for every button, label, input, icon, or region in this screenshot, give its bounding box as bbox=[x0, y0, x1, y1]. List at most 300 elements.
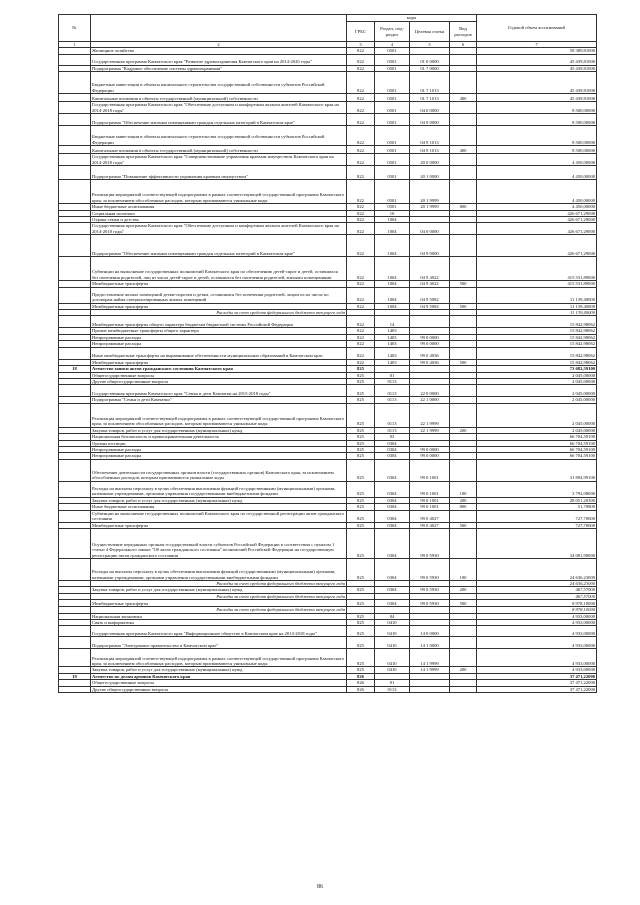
row-target bbox=[410, 316, 450, 328]
row-grbs: 822 bbox=[347, 257, 375, 281]
row-number bbox=[59, 459, 91, 481]
row-vid: 200 bbox=[450, 587, 477, 593]
col-grbs-header: ГРБС bbox=[347, 22, 375, 42]
row-name: Межбюджетные трансферты bbox=[91, 522, 347, 528]
row-name: Межбюджетные трансферты bbox=[91, 359, 347, 365]
row-razdel: 1004 bbox=[375, 235, 410, 257]
row-grbs: 822 bbox=[347, 146, 375, 154]
row-sum: 66 704,59100 bbox=[477, 434, 597, 440]
row-razdel: 14 bbox=[375, 316, 410, 328]
row-target: 99 0 1001 bbox=[410, 497, 450, 503]
row-sum: 15 842,98062 bbox=[477, 359, 597, 365]
row-razdel: 0113 bbox=[375, 378, 410, 384]
row-name: Государственная программа Камчатского края "Обеспечение доступным и комфортным жильем жителей Камчатского края на 2014-2018 годы" bbox=[91, 102, 347, 114]
row-razdel: 1004 bbox=[375, 217, 410, 223]
row-sum: 15 842,98062 bbox=[477, 328, 597, 334]
row-grbs: 825 bbox=[347, 378, 375, 384]
row-number bbox=[59, 510, 91, 522]
row-vid bbox=[450, 649, 477, 667]
row-grbs: 822 bbox=[347, 204, 375, 210]
row-name: Капитальные вложения в объекты государственной (муниципальной) собственности bbox=[91, 146, 347, 154]
row-grbs: 822 bbox=[347, 316, 375, 328]
row-name: Органы юстиции bbox=[91, 440, 347, 446]
row-sum: 2 045,00000 bbox=[477, 385, 597, 397]
row-sum: 11 139,40000 bbox=[477, 303, 597, 309]
row-sum: 37 471,22000 bbox=[477, 680, 597, 686]
table-row bbox=[59, 686, 597, 692]
row-target: 99 0 0000 bbox=[410, 341, 450, 347]
row-number bbox=[59, 347, 91, 359]
row-name: Предоставление жилых помещений детям-сиротам и детям, оставшимся без попечения родителей, лицам из их числа по договорам найма специализированных жилых помещений bbox=[91, 287, 347, 303]
row-name: Подпрограмма "Повышение эффективности управления краевым имуществом" bbox=[91, 166, 347, 180]
row-razdel: 0501 bbox=[375, 204, 410, 210]
row-sum: 2 045,00000 bbox=[477, 403, 597, 427]
row-sum: 24 636,23000 bbox=[477, 558, 597, 580]
row-sum: 4 450,00000 bbox=[477, 166, 597, 180]
row-razdel: 0113 bbox=[375, 427, 410, 433]
row-sum: 426 671,29000 bbox=[477, 235, 597, 257]
row-target: 99 0 5930 bbox=[410, 528, 450, 558]
row-grbs: 825 bbox=[347, 620, 375, 626]
row-name: Национальная экономика bbox=[91, 613, 347, 619]
row-name: Общегосударственные вопросы bbox=[91, 680, 347, 686]
row-name: Социальная политика bbox=[91, 210, 347, 216]
table-row bbox=[59, 180, 597, 204]
row-target: 04 9 4022 bbox=[410, 257, 450, 281]
row-sum: 45 439,81000 bbox=[477, 54, 597, 65]
col-razdel-header: Раздел, под- раздел bbox=[375, 22, 410, 42]
row-vid bbox=[450, 528, 477, 558]
row-vid bbox=[450, 686, 477, 692]
row-number bbox=[59, 287, 91, 303]
row-vid: 500 bbox=[450, 522, 477, 528]
row-target: 01 7 1013 bbox=[410, 94, 450, 102]
row-vid bbox=[450, 316, 477, 328]
row-target: 01 7 1013 bbox=[410, 72, 450, 94]
row-vid bbox=[450, 403, 477, 427]
col-sum-header: Годовой объем ассигнований bbox=[477, 15, 597, 42]
row-razdel: 1403 bbox=[375, 328, 410, 334]
row-name: Межбюджетные трансферты общего характера бюджетам бюджетной системы Российской Федерации bbox=[91, 316, 347, 328]
row-name: Непрограммные расходы bbox=[91, 341, 347, 347]
row-razdel: 0304 bbox=[375, 600, 410, 607]
row-target: 04 0 0000 bbox=[410, 223, 450, 235]
row-target: 14 1 9999 bbox=[410, 667, 450, 673]
row-sum: 4 933,00000 bbox=[477, 649, 597, 667]
row-sum: 45 439,81000 bbox=[477, 65, 597, 71]
row-grbs: 825 bbox=[347, 372, 375, 378]
row-name: Осуществление переданных органам государственной власти субъектов Российской Федерации в соответствии с пунктом 1 статьи 4 Федерального закона "Об актах гражданского состояния" полномочий Российской Федерации на государственную регистрацию актов гражданского состояния bbox=[91, 528, 347, 558]
row-number bbox=[59, 257, 91, 281]
row-name: Расходы за счет средств федерального бюджета текущего года bbox=[91, 607, 347, 613]
table-row bbox=[59, 316, 597, 328]
table-row bbox=[59, 459, 597, 481]
row-name: Прочие межбюджетные трансферты общего характера bbox=[91, 328, 347, 334]
row-grbs: 822 bbox=[347, 65, 375, 71]
row-name: Обеспечение деятельности государственных органов власти (государственных органов) Камчатского края, за исключением обособленных расходов, которым присваиваются уникальные коды bbox=[91, 459, 347, 481]
row-sum: 11 139,40000 bbox=[477, 310, 597, 316]
table-row bbox=[59, 102, 597, 114]
row-razdel: 0304 bbox=[375, 587, 410, 593]
row-razdel: 0304 bbox=[375, 481, 410, 497]
row-razdel: 0501 bbox=[375, 65, 410, 71]
row-target: 99 0 4027 bbox=[410, 522, 450, 528]
row-grbs: 825 bbox=[347, 504, 375, 510]
row-vid: 100 bbox=[450, 481, 477, 497]
row-razdel: 0304 bbox=[375, 522, 410, 528]
row-razdel: 0501 bbox=[375, 114, 410, 126]
row-name: Капитальные вложения в объекты государственной (муниципальной) собственности bbox=[91, 94, 347, 102]
row-sum: 727,70000 bbox=[477, 510, 597, 522]
row-target: 99 0 0000 bbox=[410, 334, 450, 340]
row-name: Подпрограмма "Обеспечение жилыми помещениями граждан отдельных категорий в Камчатском крае" bbox=[91, 235, 347, 257]
row-name: Реализация мероприятий соответствующей подпрограммы в рамках соответствующей государственной программы Камчатского края, за исключением обособленных расходов, которым присваиваются уникальные коды bbox=[91, 403, 347, 427]
col-target-header: Целевая статья bbox=[410, 22, 450, 42]
table-row bbox=[59, 649, 597, 667]
row-name: Закупка товаров, работ и услуг для государственных (муниципальных) нужд bbox=[91, 667, 347, 673]
row-grbs: 825 bbox=[347, 558, 375, 580]
row-name: Подпрограмма "Кадровое обеспечение системы здравоохранения" bbox=[91, 65, 347, 71]
row-grbs: 826 bbox=[347, 686, 375, 692]
row-number bbox=[59, 114, 91, 126]
row-razdel: 0304 bbox=[375, 528, 410, 558]
row-sum: 15 842,98062 bbox=[477, 341, 597, 347]
row-razdel: 0410 bbox=[375, 637, 410, 649]
row-grbs: 825 bbox=[347, 626, 375, 637]
row-target: 20 0 0000 bbox=[410, 154, 450, 166]
row-sum: 2 045,00000 bbox=[477, 427, 597, 433]
row-razdel: 0304 bbox=[375, 558, 410, 580]
row-grbs: 825 bbox=[347, 587, 375, 593]
row-razdel: 01 bbox=[375, 372, 410, 378]
row-grbs: 822 bbox=[347, 328, 375, 334]
row-target: 01 0 0000 bbox=[410, 54, 450, 65]
row-grbs: 825 bbox=[347, 600, 375, 607]
row-sum: 4 933,00000 bbox=[477, 626, 597, 637]
row-sum: 2 045,00000 bbox=[477, 397, 597, 403]
row-vid: 200 bbox=[450, 667, 477, 673]
row-grbs: 825 bbox=[347, 459, 375, 481]
budget-page bbox=[58, 14, 596, 693]
row-razdel: 0113 bbox=[375, 397, 410, 403]
row-razdel: 03 bbox=[375, 434, 410, 440]
row-name: Другие общегосударственные вопросы bbox=[91, 378, 347, 384]
row-name: Расходы за счет средств федерального бюджета текущего года bbox=[91, 310, 347, 316]
row-sum: 2 045,00000 bbox=[477, 378, 597, 384]
row-name: Реализация мероприятий соответствующей подпрограммы в рамках соответствующей государственной программы Камчатского края, за исключением обособленных расходов, которым присваиваются уникальные коды bbox=[91, 180, 347, 204]
row-sum: 4 933,00000 bbox=[477, 637, 597, 649]
table-row bbox=[59, 146, 597, 154]
row-sum: 467,57000 bbox=[477, 587, 597, 593]
row-grbs: 822 bbox=[347, 303, 375, 309]
row-number bbox=[59, 558, 91, 580]
row-name: Расходы за счет средств федерального бюджета текущего года bbox=[91, 580, 347, 586]
row-sum: 8 500,00000 bbox=[477, 126, 597, 146]
row-name: Иные бюджетные ассигнования bbox=[91, 204, 347, 210]
row-vid: 800 bbox=[450, 204, 477, 210]
row-grbs: 822 bbox=[347, 223, 375, 235]
row-target: 04 9 1013 bbox=[410, 146, 450, 154]
row-name: Расходы на выплаты персоналу в целях обеспечения выполнения функций государственными (муниципальными) органами, казенными учреждениями, органами управления государственными внебюджетными фондами bbox=[91, 481, 347, 497]
row-name: Другие общегосударственные вопросы bbox=[91, 686, 347, 692]
row-number: 19 bbox=[59, 673, 91, 679]
row-grbs: 825 bbox=[347, 613, 375, 619]
row-grbs: 822 bbox=[347, 359, 375, 365]
row-name: Государственная программа Камчатского края "Информационное общество в Камчатском крае на 2014-2018 годы" bbox=[91, 626, 347, 637]
row-sum: 727,70000 bbox=[477, 522, 597, 528]
row-vid bbox=[450, 385, 477, 397]
table-row bbox=[59, 626, 597, 637]
row-grbs: 825 bbox=[347, 385, 375, 397]
row-number bbox=[59, 223, 91, 235]
row-razdel: 10 bbox=[375, 210, 410, 216]
table-row bbox=[59, 257, 597, 281]
row-number bbox=[59, 481, 91, 497]
row-sum: 415 531,89000 bbox=[477, 281, 597, 287]
row-number bbox=[59, 626, 91, 637]
row-name: Непрограммные расходы bbox=[91, 446, 347, 452]
row-razdel: 1403 bbox=[375, 341, 410, 347]
row-target: 14 1 0000 bbox=[410, 637, 450, 649]
row-grbs: 822 bbox=[347, 94, 375, 102]
row-vid bbox=[450, 126, 477, 146]
row-name: Расходы на выплаты персоналу в целях обеспечения выполнения функций государственными (муниципальными) органами, казенными учреждениями, органами управления государственными внебюджетными фондами bbox=[91, 558, 347, 580]
index-cell: 3 bbox=[347, 42, 375, 48]
row-target: 01 7 0000 bbox=[410, 65, 450, 71]
row-sum: 4 933,00000 bbox=[477, 667, 597, 673]
row-target: 04 9 4022 bbox=[410, 281, 450, 287]
row-vid bbox=[450, 287, 477, 303]
col-number-header: № bbox=[59, 15, 91, 42]
index-cell: 4 bbox=[375, 42, 410, 48]
row-number bbox=[59, 385, 91, 397]
row-number bbox=[59, 126, 91, 146]
row-number bbox=[59, 649, 91, 667]
row-razdel: 1004 bbox=[375, 287, 410, 303]
row-vid bbox=[450, 235, 477, 257]
row-name: Государственная программа Камчатского края "Семья и дети Камчатки на 2015-2018 годы" bbox=[91, 385, 347, 397]
table-header bbox=[59, 15, 597, 48]
row-target: 20 1 0000 bbox=[410, 166, 450, 180]
row-target: 20 1 9999 bbox=[410, 204, 450, 210]
row-sum: 31 894,99100 bbox=[477, 459, 597, 481]
row-number bbox=[59, 600, 91, 607]
row-razdel: 0304 bbox=[375, 453, 410, 459]
row-grbs: 822 bbox=[347, 341, 375, 347]
row-razdel: 1004 bbox=[375, 303, 410, 309]
row-razdel: 0113 bbox=[375, 686, 410, 692]
row-grbs: 825 bbox=[347, 446, 375, 452]
row-razdel: 0304 bbox=[375, 510, 410, 522]
row-number bbox=[59, 154, 91, 166]
row-grbs: 822 bbox=[347, 48, 375, 54]
row-razdel: 0304 bbox=[375, 504, 410, 510]
row-sum: 34 081,90000 bbox=[477, 528, 597, 558]
row-grbs: 825 bbox=[347, 649, 375, 667]
row-vid: 500 bbox=[450, 281, 477, 287]
row-grbs: 822 bbox=[347, 235, 375, 257]
row-vid: 200 bbox=[450, 427, 477, 433]
row-vid: 500 bbox=[450, 303, 477, 309]
row-sum: 467,57000 bbox=[477, 593, 597, 599]
row-grbs: 822 bbox=[347, 154, 375, 166]
row-sum: 15 842,98062 bbox=[477, 347, 597, 359]
row-name: Субвенции на выполнение государственных полномочий Камчатского края по обеспечению детей-сирот и детей, оставшихся без попечения родителей, лиц из числа детей-сирот и детей, оставшихся без попечения родителей, жилыми помещениями bbox=[91, 257, 347, 281]
row-sum: 3 792,08000 bbox=[477, 481, 597, 497]
row-number bbox=[59, 528, 91, 558]
row-razdel: 0304 bbox=[375, 459, 410, 481]
row-razdel: 0501 bbox=[375, 180, 410, 204]
row-grbs: 825 bbox=[347, 522, 375, 528]
row-name: Межбюджетные трансферты bbox=[91, 600, 347, 607]
row-sum: 66 704,59100 bbox=[477, 440, 597, 446]
row-name: Межбюджетные трансферты bbox=[91, 281, 347, 287]
row-sum: 4 933,00000 bbox=[477, 613, 597, 619]
index-cell: 7 bbox=[477, 42, 597, 48]
row-sum: 37 471,22000 bbox=[477, 686, 597, 692]
row-name: Общегосударственные вопросы bbox=[91, 372, 347, 378]
row-grbs: 826 bbox=[347, 673, 375, 679]
row-vid: 400 bbox=[450, 94, 477, 102]
row-vid bbox=[450, 72, 477, 94]
row-sum: 8 500,00000 bbox=[477, 146, 597, 154]
row-grbs: 822 bbox=[347, 54, 375, 65]
row-target: 22 1 9999 bbox=[410, 427, 450, 433]
row-razdel: 0113 bbox=[375, 385, 410, 397]
row-razdel: 1004 bbox=[375, 257, 410, 281]
row-sum: 4 450,00000 bbox=[477, 154, 597, 166]
row-target: 99 0 1001 bbox=[410, 504, 450, 510]
table-row bbox=[59, 510, 597, 522]
row-sum: 426 671,29000 bbox=[477, 223, 597, 235]
row-razdel: 1403 bbox=[375, 347, 410, 359]
row-vid bbox=[450, 180, 477, 204]
row-razdel: 1004 bbox=[375, 223, 410, 235]
row-vid bbox=[450, 223, 477, 235]
row-sum: 11 139,40000 bbox=[477, 287, 597, 303]
row-razdel: 0501 bbox=[375, 166, 410, 180]
row-name: Иные межбюджетные трансферты на выравнивание обеспеченности муниципальных образований в Камчатском крае bbox=[91, 347, 347, 359]
row-vid bbox=[450, 54, 477, 65]
row-sum: 58 389,81000 bbox=[477, 48, 597, 54]
row-grbs: 822 bbox=[347, 114, 375, 126]
table-row bbox=[59, 94, 597, 102]
row-target: 04 9 0000 bbox=[410, 235, 450, 257]
row-name: Непрограммные расходы bbox=[91, 453, 347, 459]
row-name: Государственная программа Камчатского края "Обеспечение доступным и комфортным жильем жителей Камчатского края на 2014-2018 годы" bbox=[91, 223, 347, 235]
row-sum: 8 978,10000 bbox=[477, 607, 597, 613]
row-grbs: 822 bbox=[347, 126, 375, 146]
row-sum: 24 636,23000 bbox=[477, 580, 597, 586]
row-sum: 73 682,59100 bbox=[477, 366, 597, 372]
table-row bbox=[59, 154, 597, 166]
row-vid bbox=[450, 257, 477, 281]
row-razdel: 0304 bbox=[375, 446, 410, 452]
col-name-header bbox=[91, 15, 347, 42]
row-sum: 51,70800 bbox=[477, 504, 597, 510]
table-row bbox=[59, 235, 597, 257]
row-sum: 426 671,29000 bbox=[477, 210, 597, 216]
row-razdel: 0113 bbox=[375, 403, 410, 427]
row-grbs: 825 bbox=[347, 637, 375, 649]
row-razdel: 0501 bbox=[375, 126, 410, 146]
row-grbs: 822 bbox=[347, 334, 375, 340]
row-name: Закупка товаров, работ и услуг для государственных (муниципальных) нужд bbox=[91, 587, 347, 593]
row-name: Государственная программа Камчатского края "Развитие здравоохранения Камчатского края на 2014-2020 годы" bbox=[91, 54, 347, 65]
row-sum: 8 500,00000 bbox=[477, 102, 597, 114]
row-razdel: 0501 bbox=[375, 72, 410, 94]
row-razdel: 1004 bbox=[375, 281, 410, 287]
row-grbs: 822 bbox=[347, 72, 375, 94]
row-grbs: 822 bbox=[347, 180, 375, 204]
row-vid bbox=[450, 166, 477, 180]
row-target: 99 0 5930 bbox=[410, 587, 450, 593]
row-target: 99 0 4027 bbox=[410, 510, 450, 522]
row-razdel: 0304 bbox=[375, 440, 410, 446]
row-vid bbox=[450, 347, 477, 359]
row-grbs: 822 bbox=[347, 210, 375, 216]
row-sum: 45 439,81000 bbox=[477, 94, 597, 102]
row-target: 99 0 1001 bbox=[410, 481, 450, 497]
row-grbs: 825 bbox=[347, 427, 375, 433]
row-razdel: 01 bbox=[375, 680, 410, 686]
row-name: Жилищное хозяйство bbox=[91, 48, 347, 54]
row-razdel: 0410 bbox=[375, 649, 410, 667]
row-razdel: 0410 bbox=[375, 667, 410, 673]
row-grbs: 825 bbox=[347, 366, 375, 372]
row-sum: 4 450,00000 bbox=[477, 204, 597, 210]
row-razdel: 0501 bbox=[375, 48, 410, 54]
row-target: 99 0 1001 bbox=[410, 459, 450, 481]
row-number bbox=[59, 686, 91, 692]
row-grbs: 826 bbox=[347, 680, 375, 686]
row-name: Государственная программа Камчатского края "Совершенствование управления краевым имуществом Камчатского края на 2014-2018 годы" bbox=[91, 154, 347, 166]
row-sum: 4 450,00000 bbox=[477, 180, 597, 204]
row-name: Связь и информатика bbox=[91, 620, 347, 626]
row-vid bbox=[450, 114, 477, 126]
row-vid: 100 bbox=[450, 558, 477, 580]
row-name: Подпрограмма "Электронное правительство в Камчатском крае" bbox=[91, 637, 347, 649]
row-razdel: 0410 bbox=[375, 620, 410, 626]
row-vid: 200 bbox=[450, 497, 477, 503]
row-number bbox=[59, 102, 91, 114]
index-cell: 6 bbox=[450, 42, 477, 48]
row-sum: 8 500,00000 bbox=[477, 114, 597, 126]
row-sum: 8 978,10000 bbox=[477, 600, 597, 607]
col-vid-header: Вид расходов bbox=[450, 22, 477, 42]
row-number: 18 bbox=[59, 366, 91, 372]
row-name: Национальная безопасность и правоохранительная деятельность bbox=[91, 434, 347, 440]
row-name: Непрограммные расходы bbox=[91, 334, 347, 340]
row-vid bbox=[450, 459, 477, 481]
row-sum: 415 531,89000 bbox=[477, 257, 597, 281]
row-sum: 4 933,00000 bbox=[477, 620, 597, 626]
row-grbs: 825 bbox=[347, 434, 375, 440]
row-target: 22 1 0000 bbox=[410, 397, 450, 403]
row-target: 22 1 9999 bbox=[410, 403, 450, 427]
row-sum: 45 439,81000 bbox=[477, 72, 597, 94]
row-number bbox=[59, 166, 91, 180]
row-target bbox=[410, 686, 450, 692]
row-vid: 500 bbox=[450, 600, 477, 607]
row-grbs: 825 bbox=[347, 528, 375, 558]
row-sum: 426 671,29000 bbox=[477, 217, 597, 223]
row-name: Охрана семьи и детства bbox=[91, 217, 347, 223]
table-row bbox=[59, 54, 597, 65]
row-number bbox=[59, 316, 91, 328]
row-razdel: 04 bbox=[375, 613, 410, 619]
row-grbs: 822 bbox=[347, 217, 375, 223]
